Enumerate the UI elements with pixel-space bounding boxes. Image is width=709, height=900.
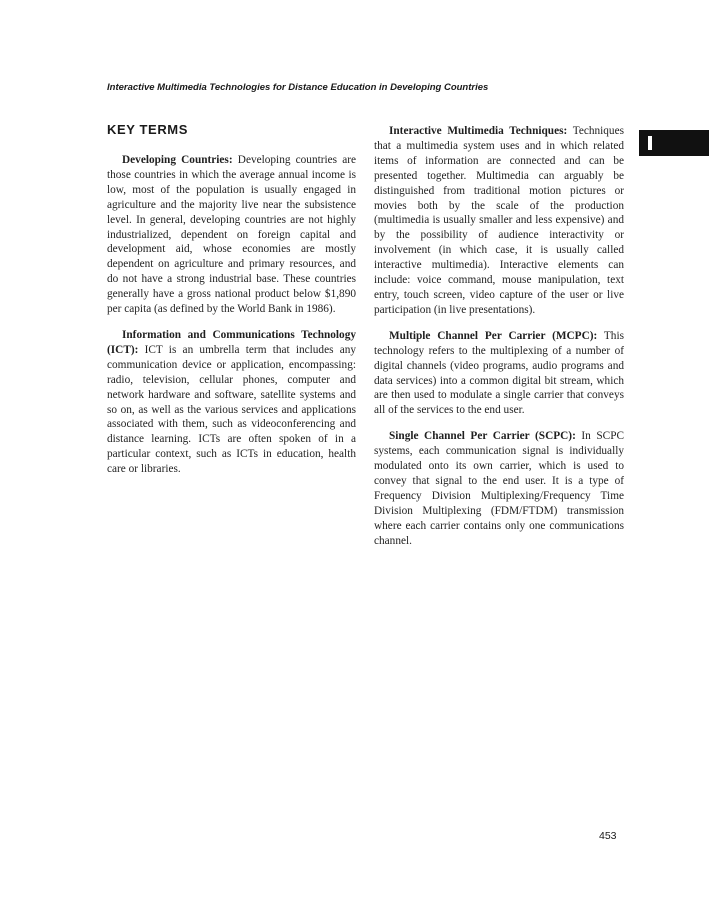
key-term-definition: Developing countries are those countries in which the average annual income is low, most of the population is usually engaged in agriculture and the majority live near the subsistence level. In general, developing countries are not highly industrialized, dependent on foreign capital and development aid, whose economies are mostly dependent on agriculture and primary resources, and do not have a strong industrial base. These countries generally have a gross national product below $1,890 per capita (as defined by the World Bank in 1986). — [107, 154, 357, 316]
key-term-definition: In SCPC systems, each communication signal is individually modulated onto its own carrier, which is used to convey that signal to the end user. It is a type of Frequency Division Multiplexing/Frequency Time Division Multiplexing (FDM/FTDM) transmission where each carrier contains only one communications channel. — [374, 430, 625, 547]
key-term-entry — [374, 329, 624, 418]
running-head: Interactive Multimedia Technologies for Distance Education in Developing Countries — [107, 82, 489, 93]
key-term: Interactive Multimedia Techniques: — [389, 125, 568, 137]
left-column — [107, 122, 356, 488]
key-term: Developing Countries: — [122, 154, 233, 166]
right-column — [374, 124, 624, 559]
key-term-definition: This technology refers to the multiplexing of a number of digital channels (video programs, audio programs and data services) into a common digital bit stream, which are then used to modulate a single carrier that conveys all of the services to the end user. — [374, 329, 624, 417]
key-term-entry — [374, 429, 624, 548]
page-number: 453 — [599, 830, 617, 842]
chapter-tab-mark — [648, 136, 652, 150]
section-heading: KEY TERMS — [107, 122, 189, 137]
key-term: Information and Communications Technology (ICT): — [107, 328, 356, 356]
key-term-definition: Techniques that a multimedia system uses and in which related items of information are connected and can be presented together. Multimedia can arguably be distinguished from traditional motion pictures or movies both by the scale of the production (multimedia is usually smaller and less expensive) and by the possibility of audience interactivity or involvement (in which case, it is usually called interactive multimedia). Interactive elements can include: voice command, mouse manipulation, text entry, touch screen, video capture of the user or live participation (in live presentations). — [374, 125, 624, 316]
key-term-entry — [107, 153, 356, 317]
key-term-entry — [107, 328, 356, 477]
chapter-thumb-tab — [639, 130, 709, 156]
key-term: Single Channel Per Carrier (SCPC): — [389, 430, 576, 443]
key-term: Multiple Channel Per Carrier (MCPC): — [389, 329, 598, 342]
key-term-definition: ICT is an umbrella term that includes any communication device or application, encompassing: radio, television, cellular phones, computer and network hardware and software, satellite systems and so on, as well as the various services and applications associated with them, such as videoconferencing and distance learning. ICTs are often spoken of in a particular context, such as ICTs in education, health care or libraries. — [107, 343, 357, 476]
key-term-entry — [374, 124, 624, 318]
